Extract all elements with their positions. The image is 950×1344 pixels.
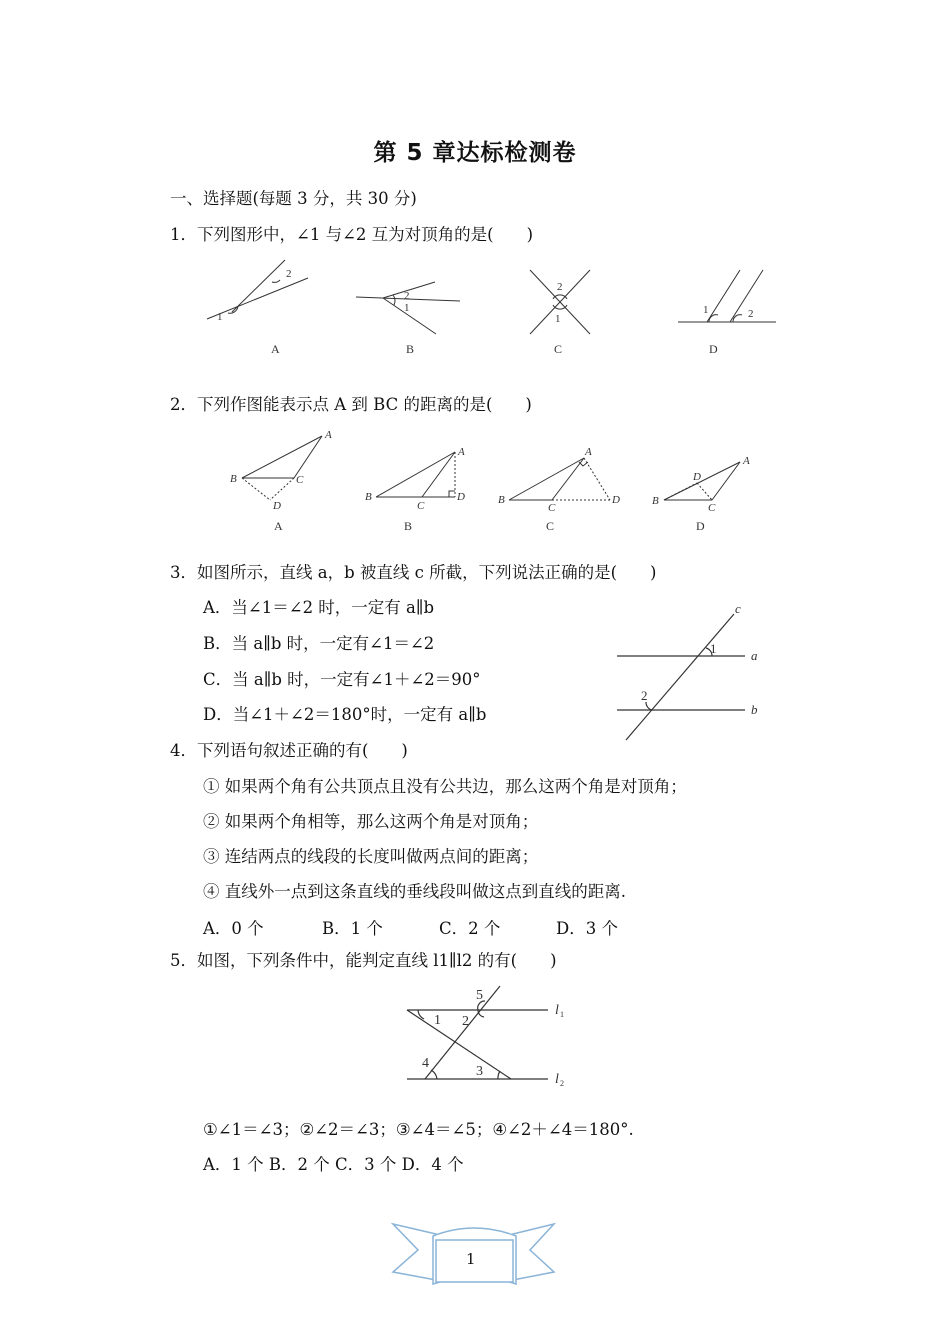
q5-line-l2: l [555, 1072, 559, 1087]
q2a-point-a: A [325, 429, 332, 441]
q2-caption-b: B [404, 519, 413, 533]
q2b-point-d: D [457, 491, 465, 503]
q4-item-2: ② 如果两个角相等，那么这两个角是对顶角； [203, 812, 539, 831]
page-number: 1 [466, 1250, 476, 1268]
q4-item-3: ③ 连结两点的线段的长度叫做两点间的距离； [203, 847, 539, 866]
q5-angle-4: 4 [422, 1056, 429, 1071]
q2c-point-b: B [498, 494, 505, 506]
q5-angle-5: 5 [476, 988, 483, 1003]
question-2-stem: 2．下列作图能表示点 A 到 BC 的距离的是( ) [170, 395, 532, 414]
q2a-point-c: C [296, 474, 304, 486]
q5-angle-1: 1 [434, 1013, 441, 1028]
q2d-point-d: D [693, 471, 701, 483]
q2d-point-b: B [652, 495, 659, 507]
q1b-label-1: 1 [404, 302, 410, 314]
q2d-point-c: C [708, 502, 716, 514]
q2c-point-a: A [585, 446, 592, 458]
q2c-point-c: C [548, 502, 556, 514]
q1a-label-2: 2 [286, 268, 292, 280]
q2-caption-d: D [696, 519, 705, 533]
q5-line-l1: l [555, 1003, 559, 1018]
q5-angle-2: 2 [462, 1014, 469, 1029]
q1c-label-1: 1 [555, 313, 561, 325]
q3-line-c: c [735, 601, 741, 616]
q4-option-a: A．0 个 [203, 919, 264, 938]
q2a-point-b: B [230, 473, 237, 485]
page-title: 第 5 章达标检测卷 [373, 140, 577, 166]
q3-option-a: A．当∠1＝∠2 时，一定有 a∥b [203, 598, 435, 617]
q3-option-d: D．当∠1＋∠2＝180°时，一定有 a∥b [203, 705, 487, 724]
q1b-label-2: 2 [404, 290, 410, 302]
q2b-point-b: B [365, 491, 372, 503]
q3-option-c: C．当 a∥b 时，一定有∠1＋∠2＝90° [203, 670, 481, 689]
q2a-point-d: D [273, 500, 281, 512]
q5-angle-3: 3 [476, 1064, 483, 1079]
q5-conditions: ①∠1＝∠3；②∠2＝∠3；③∠4＝∠5；④∠2＋∠4＝180°. [203, 1120, 634, 1139]
q2-caption-c: C [546, 519, 555, 533]
q1a-label-1: 1 [217, 311, 223, 323]
q2b-point-c: C [417, 500, 425, 512]
q1d-label-1: 1 [703, 304, 709, 316]
q3-line-a: a [751, 648, 758, 663]
q1-caption-a: A [271, 342, 280, 356]
q4-option-d: D．3 个 [556, 919, 618, 938]
q1-caption-c: C [554, 342, 563, 356]
q4-option-c: C．2 个 [439, 919, 501, 938]
q3-line-b: b [751, 702, 758, 717]
q5-options: A．1 个 B．2 个 C．3 个 D．4 个 [203, 1155, 464, 1174]
section-heading: 一、选择题(每题 3 分，共 30 分) [170, 189, 417, 208]
q2c-point-d: D [612, 494, 620, 506]
question-3-stem: 3．如图所示，直线 a，b 被直线 c 所截，下列说法正确的是( ) [170, 563, 657, 582]
q5-line-l1-sub: 1 [560, 1010, 564, 1019]
question-4-stem: 4．下列语句叙述正确的有( ) [170, 741, 408, 760]
q3-angle-1: 1 [710, 641, 717, 656]
q3-angle-2: 2 [641, 688, 648, 703]
q3-option-b: B．当 a∥b 时，一定有∠1＝∠2 [203, 634, 435, 653]
q2b-point-a: A [458, 446, 465, 458]
q2-caption-a: A [274, 519, 283, 533]
question-1-stem: 1．下列图形中，∠1 与∠2 互为对顶角的是( ) [170, 225, 534, 244]
q1d-label-2: 2 [748, 308, 754, 320]
q4-option-b: B．1 个 [322, 919, 383, 938]
q2d-point-a: A [743, 455, 750, 467]
q1-caption-b: B [406, 342, 415, 356]
q1-caption-d: D [709, 342, 718, 356]
q4-item-4: ④ 直线外一点到这条直线的垂线段叫做这点到直线的距离. [203, 882, 626, 901]
q1c-label-2: 2 [557, 281, 563, 293]
q4-item-1: ① 如果两个角有公共顶点且没有公共边，那么这两个角是对顶角； [203, 777, 687, 796]
q5-line-l2-sub: 2 [560, 1079, 564, 1088]
question-5-stem: 5．如图，下列条件中，能判定直线 l1∥l2 的有( ) [170, 951, 557, 970]
